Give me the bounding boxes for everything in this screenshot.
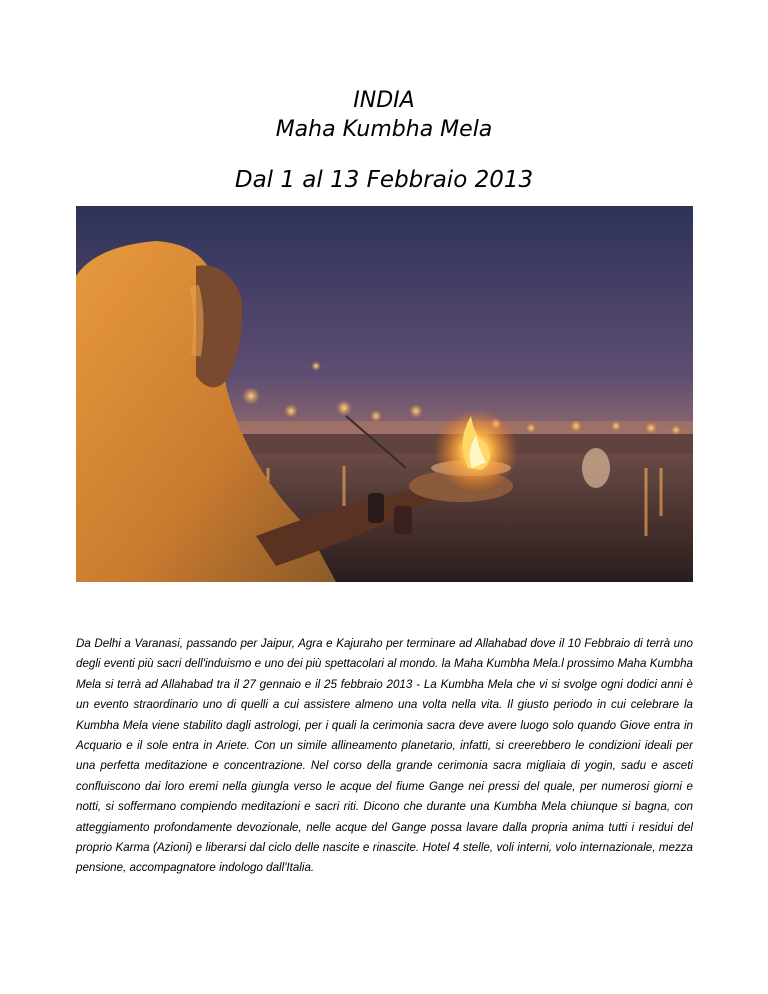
- country-title: INDIA: [353, 88, 415, 113]
- kumbha-mela-photo: [76, 206, 693, 582]
- description-paragraph: Da Delhi a Varanasi, passando per Jaipur, Agra e Kajuraho per terminare ad Allahabad dove il 10 Febbraio di terrà uno degli eventi più sacri dell'induismo e uno dei più spettacolari al mondo. la Maha Kumbha Mela.l prossimo Maha Kumbha Mela si terrà ad Allahabad tra il 27 gennaio e il 25 febbraio 2013 - La Kumbha Mela che vi si svolge ogni dodici anni è un evento straordinario uno di quelli a cui assistere almeno una volta nella vita. Il giusto periodo in cui celebrare la Kumbha Mela viene stabilito dagli astrologi, per i quali la cerimonia sacra deve avere luogo solo quando Giove entra in Acquario e il sole entra in Ariete. Con un simile allineamento planetario, infatti, si creerebbero le condizioni ideali per una perfetta meditazione e concentrazione. Nel corso della grande cerimonia sacra migliaia di yogin, sadu e asceti confluiscono dai loro eremi nella giungla verso le acque del fiume Gange nei pressi del quale, per numerosi giorni e notti, si soffermano compiendo meditazioni e sacri riti. Dicono che durante una Kumbha Mela chiunque si bagna, con atteggiamento profondamente devozionale, nelle acque del Gange possa lavare dalla propria anima tutti i residui del proprio Karma (Azioni) e liberarsi dal ciclo delle nascite e rinascite. Hotel 4 stelle, voli interni, volo internazionale, mezza pensione, accompagnatore indologo dall'Italia.: [76, 637, 693, 875]
- dates-title: Dal 1 al 13 Febbraio 2013: [234, 167, 534, 193]
- event-title: Maha Kumbha Mela: [275, 117, 493, 142]
